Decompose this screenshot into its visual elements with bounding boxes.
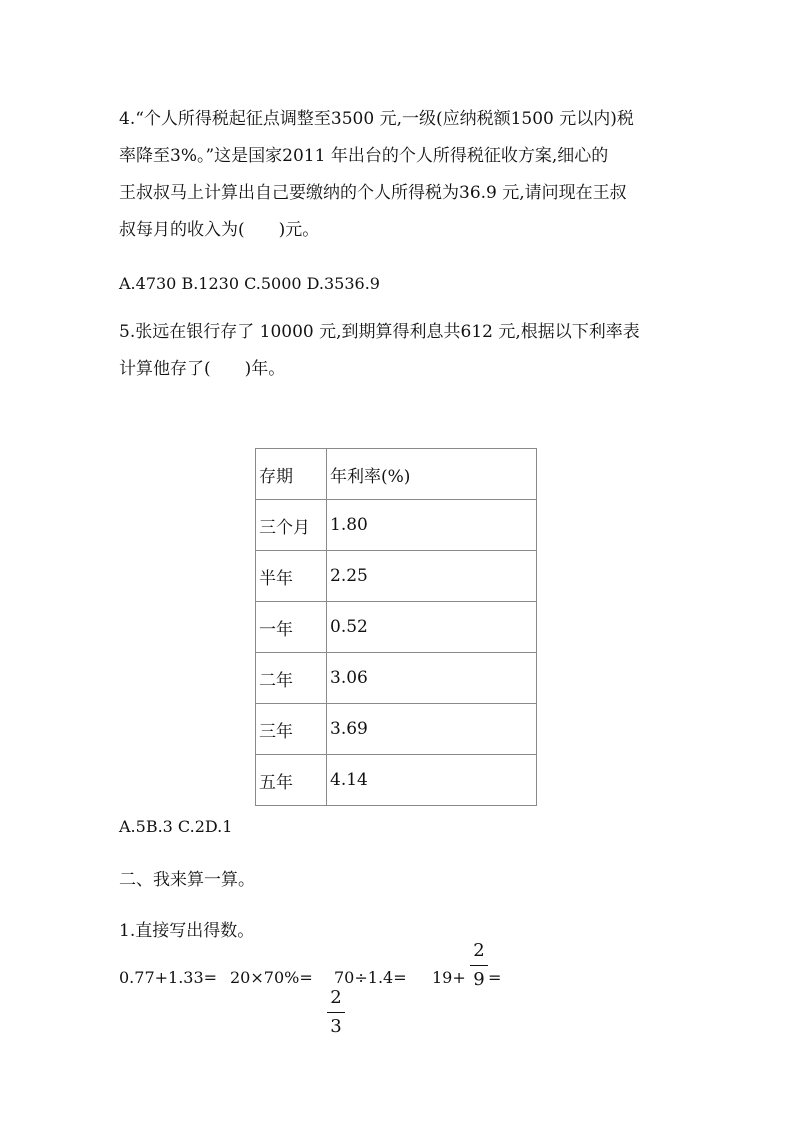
table-row: [256, 755, 537, 806]
table-header-cell: 年利率(%): [327, 449, 537, 500]
question-5-line: 5.张远在银行存了 10000 元,到期算得利息共612 元,根据以下利率表: [119, 322, 640, 342]
question-4-line: 4.“个人所得税起征点调整至3500 元,一级(应纳税额1500 元以内)税: [119, 109, 634, 129]
table-row: [256, 653, 537, 704]
table-cell-rate: 2.25: [327, 551, 537, 602]
table-header-row: [256, 449, 537, 500]
fraction-two-ninths: [470, 939, 488, 992]
question-4-text: [119, 101, 679, 249]
question-2-1-title: 1.直接写出得数。: [119, 921, 255, 941]
table-cell-rate: 4.14: [327, 755, 537, 806]
question-4-options: A.4730 B.1230 C.5000 D.3536.9: [119, 274, 380, 293]
table-cell-rate: 3.69: [327, 704, 537, 755]
expression-2: 20×70%=: [230, 968, 313, 987]
table-cell-term: 五年: [256, 755, 327, 806]
expression-4-equals: =: [488, 968, 502, 987]
table-cell-rate: 1.80: [327, 500, 537, 551]
table-row: [256, 704, 537, 755]
question-4-line: 率降至3%。”这是国家2011 年出台的个人所得税征收方案,细心的: [119, 146, 609, 166]
fraction-numerator: 2: [330, 987, 342, 1008]
question-4-line: 叔每月的收入为( )元。: [119, 220, 320, 240]
fraction-bar: [470, 965, 488, 966]
table-cell-term: 二年: [256, 653, 327, 704]
table-cell-rate: 3.06: [327, 653, 537, 704]
fraction-denominator: 3: [330, 1016, 342, 1037]
table-cell-term: 一年: [256, 602, 327, 653]
fraction-bar: [327, 1012, 345, 1013]
expression-4: 19+: [432, 968, 466, 987]
table-cell-term: 半年: [256, 551, 327, 602]
table-row: [256, 602, 537, 653]
fraction-denominator: 9: [473, 969, 485, 990]
fraction-two-thirds: [327, 986, 345, 1039]
expression-3: 70÷1.4=: [334, 968, 407, 987]
table-header-cell: 存期: [256, 449, 327, 500]
question-5-line: 计算他存了( )年。: [119, 359, 286, 379]
section-2-title: 二、我来算一算。: [119, 870, 255, 890]
interest-rate-table: [255, 448, 537, 806]
table-cell-rate: 0.52: [327, 602, 537, 653]
table-cell-term: 三年: [256, 704, 327, 755]
table-row: [256, 500, 537, 551]
expression-1: 0.77+1.33=: [119, 968, 218, 987]
table-row: [256, 551, 537, 602]
fraction-numerator: 2: [473, 940, 485, 961]
question-5-options: A.5B.3 C.2D.1: [119, 817, 233, 836]
table-cell-term: 三个月: [256, 500, 327, 551]
question-4-line: 王叔叔马上计算出自己要缴纳的个人所得税为36.9 元,请问现在王叔: [119, 183, 627, 203]
question-5-text: [119, 314, 679, 388]
